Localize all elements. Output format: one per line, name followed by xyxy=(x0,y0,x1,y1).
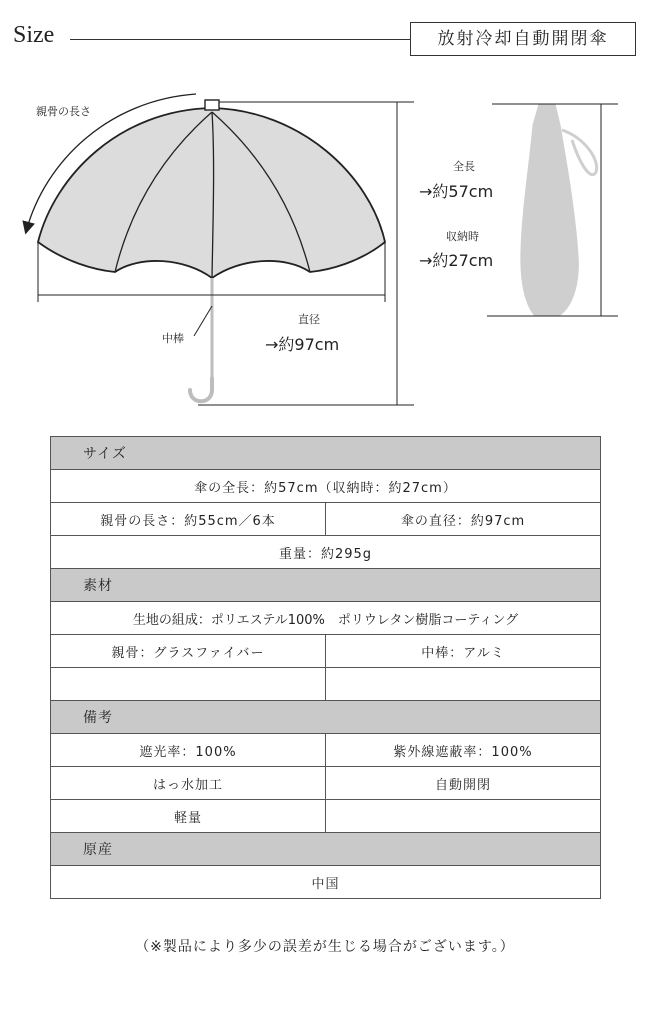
umbrella-canopy xyxy=(38,108,385,278)
product-title: 放射冷却自動開閉傘 xyxy=(410,22,636,56)
umbrella-diagram xyxy=(0,80,650,420)
folded-value: →約27cm xyxy=(419,251,494,270)
water-repellent-cell: はっ水加工 xyxy=(51,767,326,800)
table-row xyxy=(51,866,601,899)
section-origin xyxy=(51,833,601,866)
auto-open-close-cell: 自動開閉 xyxy=(326,767,601,800)
section-header: 素材 xyxy=(51,569,601,602)
weight-cell: 重量：約295g xyxy=(51,536,601,569)
table-row xyxy=(51,602,601,635)
empty-cell xyxy=(326,800,601,833)
rib-length-cell: 親骨の長さ：約55cm／6本 xyxy=(51,503,326,536)
folded-label: 収納時 xyxy=(446,230,479,243)
light-block-cell: 遮光率：100% xyxy=(51,734,326,767)
shaft-leader xyxy=(194,306,212,336)
table-row xyxy=(51,536,601,569)
diameter-label: 直径 xyxy=(298,313,320,326)
size-label: Size xyxy=(13,22,55,48)
table-row xyxy=(51,470,601,503)
fabric-cell: 生地の組成：ポリエステル100% ポリウレタン樹脂コーティング xyxy=(51,602,601,635)
total-length-value: →約57cm xyxy=(419,182,494,201)
section-material xyxy=(51,569,601,602)
section-notes xyxy=(51,701,601,734)
rib-material-cell: 親骨：グラスファイバー xyxy=(51,635,326,668)
uv-block-cell: 紫外線遮蔽率：100% xyxy=(326,734,601,767)
table-row xyxy=(51,668,601,701)
section-size xyxy=(51,437,601,470)
table-row xyxy=(51,734,601,767)
section-header: 備考 xyxy=(51,701,601,734)
section-header: サイズ xyxy=(51,437,601,470)
section-header: 原産 xyxy=(51,833,601,866)
total-length-cell: 傘の全長：約57cm（収納時：約27cm） xyxy=(51,470,601,503)
table-row xyxy=(51,767,601,800)
table-row xyxy=(51,635,601,668)
lightweight-cell: 軽量 xyxy=(51,800,326,833)
umbrella-tip xyxy=(205,100,219,110)
diameter-cell: 傘の直径：約97cm xyxy=(326,503,601,536)
table-row xyxy=(51,800,601,833)
shaft-material-cell: 中棒：アルミ xyxy=(326,635,601,668)
umbrella-handle xyxy=(190,378,212,401)
footnote: （※製品により多少の誤差が生じる場合がございます。） xyxy=(135,939,515,955)
folded-umbrella xyxy=(521,104,579,315)
title-divider xyxy=(70,39,410,40)
table-row xyxy=(51,503,601,536)
spec-table xyxy=(50,436,601,899)
shaft-label: 中棒 xyxy=(162,332,184,345)
empty-cell xyxy=(326,668,601,701)
empty-cell xyxy=(51,668,326,701)
origin-cell: 中国 xyxy=(51,866,601,899)
diameter-value: →約97cm xyxy=(265,335,340,354)
total-length-label: 全長 xyxy=(453,160,475,173)
rib-length-label: 親骨の長さ xyxy=(36,105,91,118)
